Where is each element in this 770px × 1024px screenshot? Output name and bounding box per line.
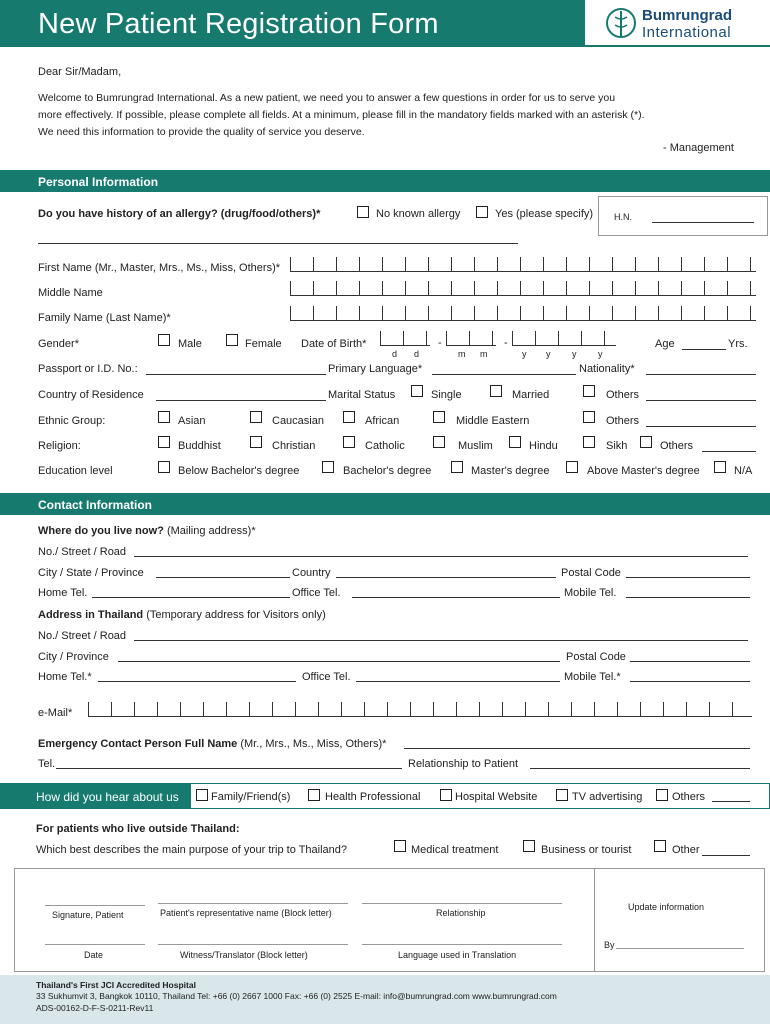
comb-divider <box>359 281 360 295</box>
hn-label: H.N. <box>614 212 632 222</box>
comb-divider <box>451 257 452 271</box>
comb-divider <box>295 702 296 716</box>
comb-divider <box>313 306 314 320</box>
thai-postal-label: Postal Code <box>566 651 626 663</box>
dob-separator-2: - <box>504 337 508 349</box>
hear-others-checkbox[interactable] <box>656 789 668 801</box>
comb-divider <box>313 281 314 295</box>
middle-name-field[interactable] <box>290 282 756 296</box>
comb-divider <box>709 702 710 716</box>
comb-divider <box>336 257 337 271</box>
thai-mobile-tel-label: Mobile Tel.* <box>564 671 621 683</box>
street-label: No./ Street / Road <box>38 546 127 558</box>
master-checkbox[interactable] <box>451 461 463 473</box>
comb-divider <box>318 702 319 716</box>
comb-divider <box>535 331 536 345</box>
male-label: Male <box>178 338 202 350</box>
hn-field[interactable] <box>652 222 754 223</box>
comb-divider <box>446 331 447 345</box>
comb-divider <box>364 702 365 716</box>
comb-divider <box>382 281 383 295</box>
nationality-field[interactable] <box>646 374 756 375</box>
signature-relationship-field[interactable] <box>362 903 562 904</box>
master-label: Master's degree <box>471 465 550 477</box>
city-province-field[interactable] <box>118 661 560 662</box>
page-title: New Patient Registration Form <box>38 8 439 40</box>
comb-divider <box>405 306 406 320</box>
thai-street-label: No./ Street / Road <box>38 630 127 642</box>
african-checkbox[interactable] <box>343 411 355 423</box>
comb-divider <box>111 702 112 716</box>
comb-divider <box>594 702 595 716</box>
yrs-label: Yrs. <box>728 338 748 350</box>
comb-divider <box>290 257 291 271</box>
contact-section-title: Contact Information <box>38 498 152 512</box>
comb-divider <box>525 702 526 716</box>
business-tourist-label: Business or tourist <box>541 844 632 856</box>
translation-language-label: Language used in Translation <box>398 950 517 960</box>
date-field[interactable] <box>45 944 145 945</box>
comb-divider <box>382 306 383 320</box>
married-label: Married <box>512 389 550 401</box>
comb-divider <box>571 702 572 716</box>
comb-divider <box>403 331 404 345</box>
comb-divider <box>451 281 452 295</box>
age-label: Age <box>655 338 675 350</box>
above-master-checkbox[interactable] <box>566 461 578 473</box>
comb-divider <box>426 331 427 345</box>
dob-y-hint: y <box>522 349 527 359</box>
comb-divider <box>635 257 636 271</box>
comb-divider <box>272 702 273 716</box>
mobile-tel-label: Mobile Tel. <box>564 587 617 599</box>
dob-m-hint: m <box>458 349 466 359</box>
comb-divider <box>479 702 480 716</box>
education-na-label: N/A <box>734 465 753 477</box>
buddhist-checkbox[interactable] <box>158 436 170 448</box>
thai-home-tel-field[interactable] <box>98 681 296 682</box>
footer-form-code: ADS-00162-D-F-S-0211-Rev11 <box>36 1003 154 1013</box>
middle-eastern-label: Middle Eastern <box>456 415 530 427</box>
hear-others-field[interactable] <box>712 801 750 802</box>
first-name-label: First Name (Mr., Master, Mrs., Ms., Miss, Others)* <box>38 262 281 274</box>
muslim-checkbox[interactable] <box>433 436 445 448</box>
comb-divider <box>502 702 503 716</box>
relationship-label: Relationship to Patient <box>408 758 519 770</box>
comb-divider <box>612 257 613 271</box>
religion-others-field[interactable] <box>702 451 756 452</box>
update-information-label: Update information <box>628 902 705 912</box>
comb-divider <box>704 281 705 295</box>
comb-divider <box>341 702 342 716</box>
female-label: Female <box>245 338 282 350</box>
comb-divider <box>451 306 452 320</box>
hear-others-label: Others <box>672 791 706 803</box>
single-label: Single <box>431 389 462 401</box>
family-name-label: Family Name (Last Name)* <box>38 312 171 324</box>
african-label: African <box>365 415 400 427</box>
health-professional-label: Health Professional <box>325 791 421 803</box>
comb-divider <box>566 257 567 271</box>
below-bachelor-checkbox[interactable] <box>158 461 170 473</box>
email-label: e-Mail* <box>38 707 73 719</box>
hospital-website-checkbox[interactable] <box>440 789 452 801</box>
comb-divider <box>727 306 728 320</box>
comb-divider <box>750 257 751 271</box>
comb-divider <box>732 702 733 716</box>
greeting: Dear Sir/Madam, <box>38 66 122 78</box>
family-friend-checkbox[interactable] <box>196 789 208 801</box>
logo-subtext: International <box>642 24 732 41</box>
signature-divider <box>594 868 595 972</box>
comb-divider <box>681 306 682 320</box>
comb-divider <box>581 331 582 345</box>
single-checkbox[interactable] <box>411 385 423 397</box>
gender-label: Gender* <box>38 338 79 350</box>
marital-others-checkbox[interactable] <box>583 385 595 397</box>
below-bachelor-label: Below Bachelor's degree <box>178 465 300 477</box>
thai-office-tel-label: Office Tel. <box>302 671 351 683</box>
comb-divider <box>474 281 475 295</box>
comb-divider <box>589 281 590 295</box>
allergy-specify-field[interactable] <box>38 243 518 244</box>
tv-advertising-checkbox[interactable] <box>556 789 568 801</box>
allergy-question: Do you have history of an allergy? (drug/food/others)* <box>38 208 321 220</box>
male-checkbox[interactable] <box>158 334 170 346</box>
caucasian-checkbox[interactable] <box>250 411 262 423</box>
ethnic-others-label: Others <box>606 415 640 427</box>
comb-divider <box>492 331 493 345</box>
comb-divider <box>336 281 337 295</box>
religion-others-checkbox[interactable] <box>640 436 652 448</box>
city-province-label: City / Province <box>38 651 109 663</box>
comb-divider <box>543 306 544 320</box>
intro-line-1: Welcome to Bumrungrad International. As a new patient, we need you to answer a few questions in order for us to serve you <box>38 92 616 104</box>
comb-divider <box>313 257 314 271</box>
relationship-field[interactable] <box>530 768 750 769</box>
dob-y-hint: y <box>546 349 551 359</box>
purpose-other-checkbox[interactable] <box>654 840 666 852</box>
bumrungrad-logo-icon <box>606 5 636 41</box>
update-by-label: By <box>604 940 615 950</box>
witness-label: Witness/Translator (Block letter) <box>180 950 308 960</box>
emergency-name-field[interactable] <box>404 748 750 749</box>
comb-divider <box>249 702 250 716</box>
comb-divider <box>359 257 360 271</box>
comb-divider <box>469 331 470 345</box>
medical-treatment-checkbox[interactable] <box>394 840 406 852</box>
comb-divider <box>589 257 590 271</box>
comb-divider <box>617 702 618 716</box>
comb-divider <box>640 702 641 716</box>
passport-label: Passport or I.D. No.: <box>38 363 138 375</box>
comb-divider <box>520 306 521 320</box>
dob-d-hint: d <box>414 349 420 359</box>
emergency-contact-heading: Emergency Contact Person Full Name (Mr., Mrs., Ms., Miss, Others)* <box>38 738 387 750</box>
marital-others-field[interactable] <box>646 400 756 401</box>
ethnic-others-checkbox[interactable] <box>583 411 595 423</box>
marital-status-label: Marital Status <box>328 389 396 401</box>
comb-divider <box>663 702 664 716</box>
christian-checkbox[interactable] <box>250 436 262 448</box>
religion-label: Religion: <box>38 440 81 452</box>
comb-divider <box>681 257 682 271</box>
comb-divider <box>410 702 411 716</box>
thai-mobile-tel-field[interactable] <box>630 681 750 682</box>
country-residence-label: Country of Residence <box>38 389 144 401</box>
yes-allergy-label: Yes (please specify) <box>495 208 594 220</box>
comb-divider <box>727 281 728 295</box>
mobile-tel-field[interactable] <box>626 597 750 598</box>
comb-divider <box>203 702 204 716</box>
ethnic-group-label: Ethnic Group: <box>38 415 106 427</box>
comb-divider <box>497 306 498 320</box>
comb-divider <box>658 281 659 295</box>
comb-divider <box>382 257 383 271</box>
dob-month-field[interactable] <box>446 332 496 346</box>
business-tourist-checkbox[interactable] <box>523 840 535 852</box>
country-residence-field[interactable] <box>156 400 326 401</box>
date-label: Date <box>84 950 104 960</box>
comb-divider <box>589 306 590 320</box>
comb-divider <box>543 257 544 271</box>
country-label: Country <box>292 567 331 579</box>
hear-section-title: How did you hear about us <box>36 790 179 804</box>
postal-code-field[interactable] <box>626 577 750 578</box>
country-field[interactable] <box>336 577 556 578</box>
asian-label: Asian <box>178 415 206 427</box>
education-na-checkbox[interactable] <box>714 461 726 473</box>
comb-divider <box>88 702 89 716</box>
comb-divider <box>750 281 751 295</box>
home-tel-field[interactable] <box>92 597 290 598</box>
no-allergy-label: No known allergy <box>376 208 461 220</box>
comb-divider <box>359 306 360 320</box>
comb-divider <box>520 281 521 295</box>
comb-divider <box>566 306 567 320</box>
sikh-label: Sikh <box>606 440 628 452</box>
married-checkbox[interactable] <box>490 385 502 397</box>
hindu-label: Hindu <box>529 440 558 452</box>
bachelor-label: Bachelor's degree <box>343 465 432 477</box>
street-field[interactable] <box>134 556 748 557</box>
purpose-other-label: Other <box>672 844 700 856</box>
emergency-tel-field[interactable] <box>56 768 402 769</box>
comb-divider <box>290 306 291 320</box>
health-professional-checkbox[interactable] <box>308 789 320 801</box>
comb-divider <box>428 281 429 295</box>
comb-divider <box>635 306 636 320</box>
passport-field[interactable] <box>146 374 326 375</box>
intro-line-2: more effectively. If possible, please complete all fields. At a minimum, please fill in the mandatory fields marked with an asterisk (*). <box>38 109 645 121</box>
education-label: Education level <box>38 465 113 477</box>
comb-divider <box>612 281 613 295</box>
personal-section-title: Personal Information <box>38 175 159 189</box>
comb-divider <box>405 281 406 295</box>
comb-divider <box>157 702 158 716</box>
trip-purpose-question: Which best describes the main purpose of your trip to Thailand? <box>36 844 348 856</box>
nationality-label: Nationality* <box>579 363 635 375</box>
intro-line-3: We need this information to provide the quality of service you deserve. <box>38 126 365 138</box>
comb-divider <box>520 257 521 271</box>
thai-home-tel-label: Home Tel.* <box>38 671 92 683</box>
no-allergy-checkbox[interactable] <box>357 206 369 218</box>
hospital-website-label: Hospital Website <box>455 791 538 803</box>
comb-divider <box>548 702 549 716</box>
comb-divider <box>543 281 544 295</box>
middle-name-label: Middle Name <box>38 287 103 299</box>
ethnic-others-field[interactable] <box>646 426 756 427</box>
footer-contact: 33 Sukhumvit 3, Bangkok 10110, Thailand Tel: +66 (0) 2667 1000 Fax: +66 (0) 2525 E-mail: info@bumrungrad.com www.bumrungrad.com <box>36 991 557 1001</box>
emergency-tel-label: Tel. <box>38 758 56 770</box>
dob-d-hint: d <box>392 349 398 359</box>
yes-allergy-checkbox[interactable] <box>476 206 488 218</box>
bachelor-checkbox[interactable] <box>322 461 334 473</box>
where-live-question: Where do you live now? (Mailing address)* <box>38 525 256 537</box>
dob-label: Date of Birth* <box>301 338 367 350</box>
city-state-label: City / State / Province <box>38 567 144 579</box>
signoff: - Management <box>663 142 734 154</box>
comb-divider <box>658 306 659 320</box>
comb-divider <box>558 331 559 345</box>
dob-separator-1: - <box>438 337 442 349</box>
comb-divider <box>750 306 751 320</box>
comb-divider <box>566 281 567 295</box>
comb-divider <box>497 281 498 295</box>
comb-divider <box>686 702 687 716</box>
muslim-label: Muslim <box>458 440 493 452</box>
outside-thailand-heading: For patients who live outside Thailand: <box>36 823 240 835</box>
translation-language-field[interactable] <box>362 944 562 945</box>
christian-label: Christian <box>272 440 316 452</box>
dob-y-hint: y <box>572 349 577 359</box>
primary-language-field[interactable] <box>432 374 576 375</box>
first-name-field[interactable] <box>290 258 756 272</box>
comb-divider <box>604 331 605 345</box>
middle-eastern-checkbox[interactable] <box>433 411 445 423</box>
hindu-checkbox[interactable] <box>509 436 521 448</box>
comb-divider <box>380 331 381 345</box>
representative-name-field[interactable] <box>158 903 348 904</box>
sikh-checkbox[interactable] <box>583 436 595 448</box>
comb-divider <box>474 257 475 271</box>
comb-divider <box>612 306 613 320</box>
tv-advertising-label: TV advertising <box>572 791 643 803</box>
asian-checkbox[interactable] <box>158 411 170 423</box>
thai-street-field[interactable] <box>134 640 748 641</box>
witness-field[interactable] <box>158 944 348 945</box>
family-friend-label: Family/Friend(s) <box>211 791 291 803</box>
marital-others-label: Others <box>606 389 640 401</box>
comb-divider <box>226 702 227 716</box>
footer-tagline: Thailand's First JCI Accredited Hospital <box>36 980 196 990</box>
comb-divider <box>727 257 728 271</box>
logo-text: Bumrungrad <box>642 7 732 24</box>
medical-treatment-label: Medical treatment <box>411 844 499 856</box>
comb-divider <box>387 702 388 716</box>
city-state-field[interactable] <box>156 577 290 578</box>
signature-box <box>14 868 765 972</box>
above-master-label: Above Master's degree <box>587 465 700 477</box>
thai-office-tel-field[interactable] <box>356 681 560 682</box>
signature-relationship-label: Relationship <box>436 908 486 918</box>
update-by-field[interactable] <box>616 948 744 949</box>
dob-year-field[interactable] <box>512 332 616 346</box>
home-tel-label: Home Tel. <box>38 587 88 599</box>
thai-postal-field[interactable] <box>630 661 750 662</box>
comb-divider <box>405 257 406 271</box>
comb-divider <box>456 702 457 716</box>
caucasian-label: Caucasian <box>272 415 324 427</box>
comb-divider <box>290 281 291 295</box>
comb-divider <box>474 306 475 320</box>
comb-divider <box>428 257 429 271</box>
comb-divider <box>134 702 135 716</box>
dob-day-field[interactable] <box>380 332 430 346</box>
postal-code-label: Postal Code <box>561 567 621 579</box>
comb-divider <box>658 257 659 271</box>
patient-signature-field[interactable] <box>45 905 145 906</box>
comb-divider <box>704 306 705 320</box>
dob-m-hint: m <box>480 349 488 359</box>
comb-divider <box>635 281 636 295</box>
buddhist-label: Buddhist <box>178 440 221 452</box>
comb-divider <box>512 331 513 345</box>
catholic-label: Catholic <box>365 440 405 452</box>
comb-divider <box>497 257 498 271</box>
address-thailand-heading: Address in Thailand (Temporary address for Visitors only) <box>38 609 326 621</box>
purpose-other-field[interactable] <box>702 855 750 856</box>
representative-name-label: Patient's representative name (Block letter) <box>160 908 332 918</box>
comb-divider <box>681 281 682 295</box>
family-name-field[interactable] <box>290 307 756 321</box>
dob-y-hint: y <box>598 349 603 359</box>
office-tel-field[interactable] <box>352 597 560 598</box>
age-field[interactable] <box>682 349 726 350</box>
comb-divider <box>428 306 429 320</box>
office-tel-label: Office Tel. <box>292 587 341 599</box>
comb-divider <box>336 306 337 320</box>
email-field[interactable] <box>88 703 752 717</box>
catholic-checkbox[interactable] <box>343 436 355 448</box>
comb-divider <box>180 702 181 716</box>
patient-signature-label: Signature, Patient <box>52 910 124 920</box>
religion-others-label: Others <box>660 440 694 452</box>
comb-divider <box>433 702 434 716</box>
female-checkbox[interactable] <box>226 334 238 346</box>
comb-divider <box>704 257 705 271</box>
primary-language-label: Primary Language* <box>328 363 423 375</box>
